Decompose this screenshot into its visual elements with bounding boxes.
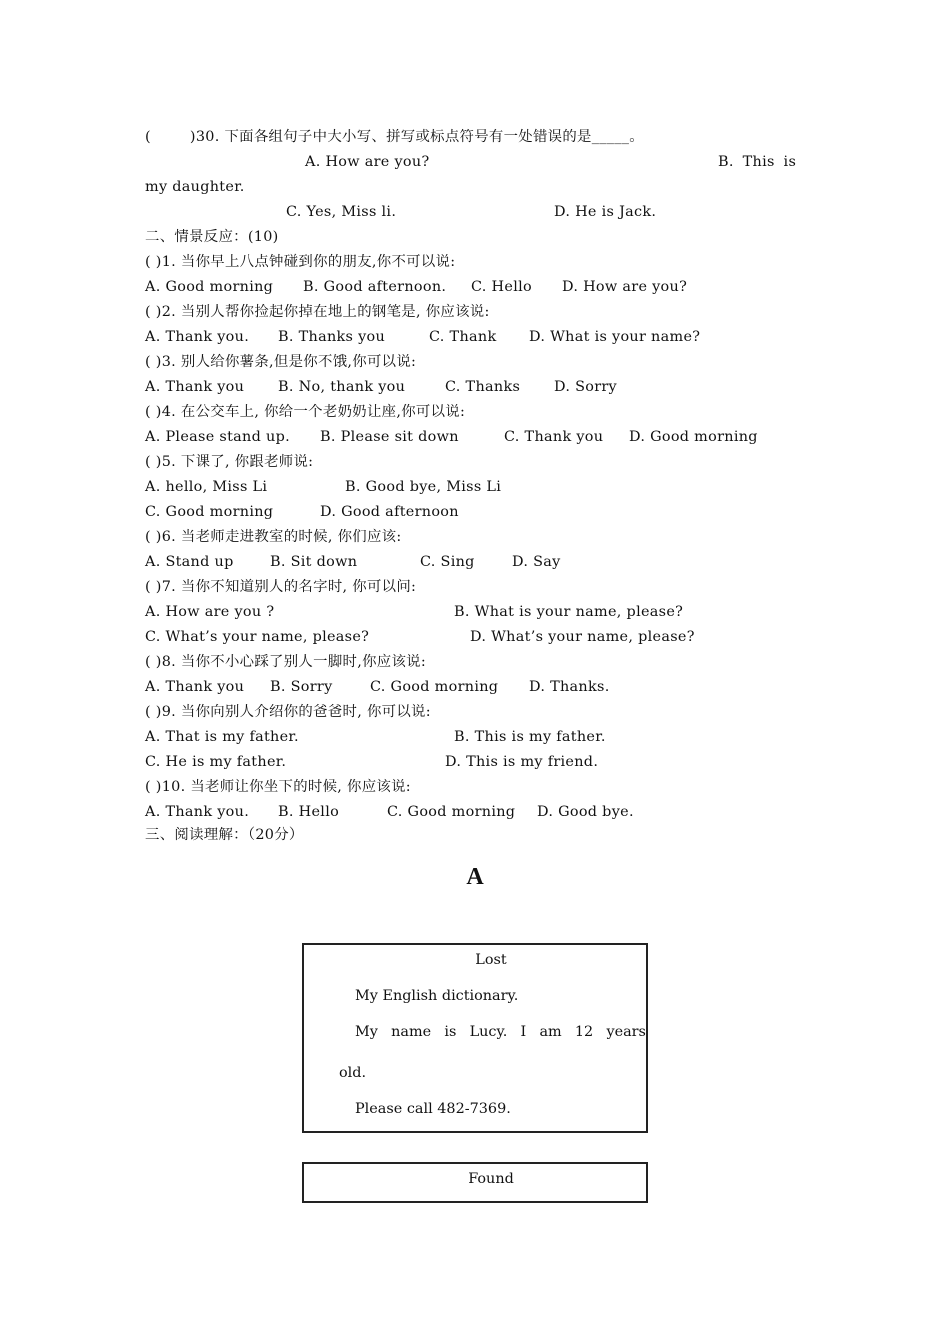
word: years bbox=[606, 1024, 646, 1040]
question-8: ( )8. 当你不小心踩了别人一脚时,你应该说: bbox=[145, 654, 426, 670]
option: C. Hello bbox=[471, 279, 532, 295]
found-notice-title: Found bbox=[468, 1171, 514, 1187]
question-10: ( )10. 当老师让你坐下的时候, 你应该说: bbox=[145, 779, 411, 795]
word: My bbox=[355, 1024, 378, 1040]
option: D. How are you? bbox=[562, 279, 688, 295]
option: B. What is your name, please? bbox=[454, 604, 684, 620]
option: B. Hello bbox=[278, 804, 340, 820]
option: C. He is my father. bbox=[145, 754, 287, 770]
q30-option-c: C. Yes, Miss li. bbox=[286, 204, 397, 220]
question-3: ( )3. 别人给你薯条,但是你不饿,你可以说: bbox=[145, 354, 417, 370]
q30-option-b-cont: my daughter. bbox=[145, 179, 245, 195]
found-notice-box bbox=[302, 1162, 648, 1203]
option: A. hello, Miss Li bbox=[145, 479, 268, 495]
lost-notice-line-2 bbox=[355, 1023, 646, 1041]
option: C. What’s your name, please? bbox=[145, 629, 370, 645]
option: D. Good afternoon bbox=[320, 504, 459, 520]
word: is bbox=[444, 1024, 457, 1040]
word: am bbox=[539, 1024, 562, 1040]
option: C. Thank you bbox=[504, 429, 604, 445]
option: C. Good morning bbox=[370, 679, 499, 695]
lost-notice-title: Lost bbox=[475, 952, 507, 968]
option: C. Thanks bbox=[445, 379, 521, 395]
option: B. Sit down bbox=[270, 554, 358, 570]
word: Lucy. bbox=[469, 1024, 508, 1040]
option: C. Good morning bbox=[387, 804, 516, 820]
section-2-title: 二、情景反应：(10) bbox=[145, 229, 279, 245]
option: B. Sorry bbox=[270, 679, 333, 695]
option: A. Stand up bbox=[145, 554, 234, 570]
option: A. Thank you bbox=[145, 679, 245, 695]
option: A. Good morning bbox=[145, 279, 274, 295]
option: D. Good morning bbox=[629, 429, 758, 445]
option: A. Thank you. bbox=[145, 804, 250, 820]
option: D. What’s your name, please? bbox=[470, 629, 695, 645]
word: 12 bbox=[574, 1024, 594, 1040]
question-2: ( )2. 当别人帮你捡起你掉在地上的钢笔是, 你应该说: bbox=[145, 304, 490, 320]
option: D. Sorry bbox=[554, 379, 617, 395]
option: D. What is your name? bbox=[529, 329, 701, 345]
option: B. Thanks you bbox=[278, 329, 386, 345]
option: A. Thank you bbox=[145, 379, 245, 395]
option: D. Good bye. bbox=[537, 804, 634, 820]
option: B. Please sit down bbox=[320, 429, 459, 445]
option: C. Sing bbox=[420, 554, 475, 570]
question-6: ( )6. 当老师走进教室的时候, 你们应该: bbox=[145, 529, 402, 545]
option: D. Say bbox=[512, 554, 561, 570]
option: B. Good bye, Miss Li bbox=[345, 479, 502, 495]
question-5: ( )5. 下课了, 你跟老师说: bbox=[145, 454, 314, 470]
section-3-title: 三、阅读理解：（20分） bbox=[145, 827, 304, 843]
q30-option-b: B. This is bbox=[718, 154, 797, 170]
question-7: ( )7. 当你不知道别人的名字时, 你可以问: bbox=[145, 579, 417, 595]
q30-option-d: D. He is Jack. bbox=[554, 204, 657, 220]
option: D. Thanks. bbox=[529, 679, 610, 695]
option: B. No, thank you bbox=[278, 379, 406, 395]
word: I bbox=[520, 1024, 527, 1040]
option: B. Good afternoon. bbox=[303, 279, 447, 295]
option: D. This is my friend. bbox=[445, 754, 599, 770]
option: C. Good morning bbox=[145, 504, 274, 520]
option: A. Thank you. bbox=[145, 329, 250, 345]
option: A. That is my father. bbox=[145, 729, 299, 745]
question-9: ( )9. 当你向别人介绍你的爸爸时, 你可以说: bbox=[145, 704, 431, 720]
lost-notice-line-4: Please call 482-7369. bbox=[355, 1101, 511, 1117]
q30-option-a: A. How are you? bbox=[305, 154, 430, 170]
option: C. Thank bbox=[429, 329, 497, 345]
option: A. Please stand up. bbox=[145, 429, 290, 445]
lost-notice-line-3: old. bbox=[339, 1065, 367, 1081]
question-4: ( )4. 在公交车上, 你给一个老奶奶让座,你可以说: bbox=[145, 404, 466, 420]
option: B. This is my father. bbox=[454, 729, 606, 745]
word: name bbox=[391, 1024, 432, 1040]
lost-notice-line-1: My English dictionary. bbox=[355, 988, 519, 1004]
question-1: ( )1. 当你早上八点钟碰到你的朋友,你不可以说: bbox=[145, 254, 456, 270]
option: A. How are you ? bbox=[145, 604, 275, 620]
q30-stem: ( )30. 下面各组句子中大小写、拼写或标点符号有一处错误的是_____。 bbox=[145, 129, 644, 145]
passage-a-heading: A bbox=[466, 864, 484, 890]
lost-notice-box bbox=[302, 943, 648, 1133]
